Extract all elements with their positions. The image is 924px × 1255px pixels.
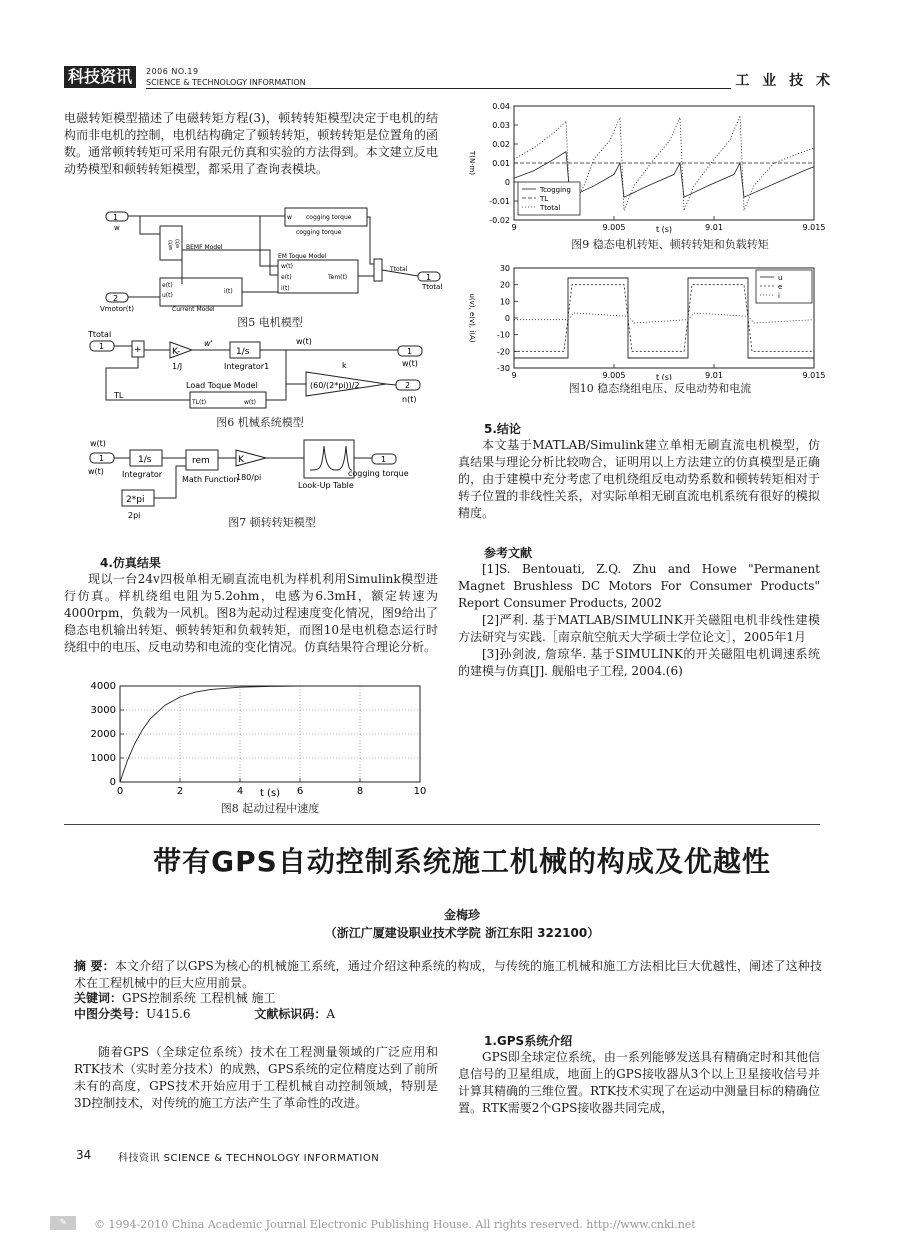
legend-box (756, 270, 812, 303)
y-tick-label: 0 (504, 314, 510, 323)
fig8-caption: 图8 起动过程中速度 (220, 802, 320, 815)
fig6-out1-label: w(t) (402, 359, 418, 368)
legend-entry: e (778, 283, 783, 291)
fig6-out1-num: 1 (407, 347, 413, 356)
x-tick-label: 2 (176, 786, 184, 797)
figure-10-chart (462, 260, 838, 380)
cnki-logo-icon: ✎ (50, 1216, 76, 1230)
reference-item: [3]孙剑波, 詹琼华. 基于SIMULINK的开关磁阻电机调速系统的建模与仿真[J]. 舰船电子工程, 2004.(6) (458, 647, 820, 678)
fig5-bemf-e: e(t) (175, 239, 181, 248)
fig7-out1-label: cogging torque (348, 469, 409, 478)
fig6-integ-glyph: 1/s (236, 347, 250, 357)
fig6-k-label: k (342, 361, 347, 370)
y-tick-label: 30 (499, 264, 510, 273)
y-axis-label: u(v), e(v), i(A) (468, 293, 476, 343)
fig5-em-out: Tem(t) (328, 274, 348, 281)
y-tick-label: 1000 (90, 753, 116, 764)
fig5-in1-label: w (114, 224, 120, 232)
section-label: 工 业 技 术 (731, 70, 834, 90)
fig5-cogging-w: w (287, 214, 292, 221)
fig5-cur-u: u(t) (162, 292, 173, 299)
fig6-gain1-label: 1/J (172, 362, 183, 371)
x-axis-label: t (s) (655, 373, 673, 380)
x-tick-label: 9.005 (602, 223, 626, 232)
fig7-math-label: Math Function (182, 475, 239, 484)
article-affiliation: （浙江广厦建设职业技术学院 浙江东阳 322100） (324, 926, 600, 940)
article-body-left: 随着GPS（全球定位系统）技术在工程测量领域的广泛应用和RTK技术（实时差分技术）的成熟，GPS系统的定位精度达到了前所未有的高度，GPS技术开始应用于工程机械自动控制领域，特别是3D控制技术，对传统的施工方法产生了革命性的改进。 (74, 1045, 438, 1110)
fig5-in2-label: Vmotor(t) (100, 305, 135, 312)
fig7-gain-glyph: K (238, 455, 244, 465)
fig5-sum-block (374, 259, 382, 281)
fig6-gain1-glyph: K- (172, 347, 181, 357)
references-title: 参考文献 (484, 546, 533, 560)
fig6-out2-num: 2 (405, 381, 411, 390)
fig5-bemf-label: BEMF Model (186, 244, 223, 251)
article-title: 带有GPS自动控制系统施工机械的构成及优越性 (153, 845, 771, 878)
fig5-in1-num: 1 (113, 213, 119, 222)
fig5-caption: 图5 电机模型 (237, 316, 303, 329)
x-axis-label: t (s) (655, 225, 673, 234)
fig7-in1-num: 1 (99, 454, 105, 463)
fig7-lookup-label: Look-Up Table (298, 481, 354, 490)
x-tick-label: 0 (116, 786, 124, 797)
fig7-const-label: 2pi (128, 511, 141, 520)
abstract-block (74, 958, 822, 992)
fig7-in1-top: w(t) (90, 439, 106, 448)
y-tick-label: 2000 (90, 729, 116, 740)
copyright-line: © 1994-2010 China Academic Journal Electronic Publishing House. All rights reserved. http://www.cnki.net (94, 1218, 696, 1231)
section-5-title: 5.结论 (484, 422, 521, 436)
x-tick-label: 9.015 (802, 223, 826, 232)
legend-entry: TL (540, 195, 549, 203)
x-tick-label: 4 (236, 786, 244, 797)
legend-entry: i (778, 292, 780, 300)
article-divider (64, 824, 820, 825)
article-body-right: GPS即全球定位系统，由一系列能够发送具有精确定时和其他信息信号的卫星组成，地面上的GPS接收器从3个以上卫星接收信号并计算其精确的三维位置。RTK技术实现了在运动中测量目标的精确位置。RTK需要2个GPS接收器共同完成， (458, 1050, 820, 1115)
x-tick-label: 9.01 (705, 223, 723, 232)
x-axis-label: t (s) (259, 788, 281, 799)
x-tick-label: 9.015 (802, 371, 826, 380)
y-tick-label: -0.01 (489, 197, 510, 206)
y-tick-label: 0.01 (492, 159, 510, 168)
issue-number: 2006 NO.19 (146, 67, 199, 76)
fig6-load-tl: TL(t) (192, 399, 207, 406)
section-4-title: 4.仿真结果 (100, 556, 161, 570)
figure-6-mechanical-model (86, 328, 438, 412)
fig6-load-title: Load Toque Model (186, 381, 258, 390)
y-tick-label: -20 (496, 347, 510, 357)
abstract-text: 本文介绍了以GPS为核心的机械施工系统，通过介绍这种系统的构成，与传统的施工机械和施工方法相比巨大优越性，阐述了这种技术在工程机械中的巨大应用前景。 (74, 959, 822, 990)
fig7-gain-label: 180/pi (236, 473, 262, 482)
y-tick-label: 0.04 (492, 102, 510, 111)
section-4-text: 现以一台24v四极单相无刷直流电机为样机利用Simulink模型进行仿真。样机绕组电阻为5.2ohm，电感为6.3mH，额定转速为4000rpm，负载为一风机。图8为起动过程速度变化情况，图9给出了稳态电机输出转矩、顿转转矩和负载转矩，而图10是电机稳态运行时绕组中的电压、反电动势和电流的变化情况。仿真结果符合理论分析。 (64, 572, 438, 654)
clc-label: 中图分类号： (74, 1007, 147, 1021)
fig7-caption: 图7 顿转转矩模型 (228, 516, 316, 529)
article-section-1-title: 1.GPS系统介绍 (484, 1034, 573, 1048)
figure-9-chart (462, 98, 838, 236)
fig5-cogging-label: cogging torque (296, 229, 342, 236)
fig5-cur-e: e(t) (162, 282, 173, 289)
fig5-in2-num: 2 (113, 294, 119, 303)
fig6-integ-label: Integrator1 (224, 362, 270, 371)
fig6-load-w: w(t) (244, 399, 256, 406)
keywords-text: GPS控制系统 工程机械 施工 (122, 991, 276, 1005)
intro-paragraph: 电磁转矩模型描述了电磁转矩方程(3)，顿转转矩模型决定于电机的结构而非电机的控制，电机结构确定了顿转转矩，顿转转矩是位置角的函数。通常顿转转矩可采用有限元仿真和实验的方法得到。本文建立反电动势模型和顿转转矩模型，都采用了查询表模块。 (64, 111, 438, 176)
x-tick-label: 9 (511, 223, 517, 232)
series-line-i (514, 313, 814, 323)
section-5-text: 本文基于MATLAB/Simulink建立单相无刷直流电机模型，仿真结果与理论分析比较吻合，证明用以上方法建立的仿真模型是正确的，由于建模中充分考虑了电机绕组反电动势系数和顿转转矩相对于转子位置的非线性关系，对实际单相无刷直流电机系统有很好的模拟精度。 (458, 438, 820, 520)
article-author: 金梅珍 (443, 908, 480, 922)
y-tick-label: -30 (496, 364, 510, 373)
reference-item: [2]严利. 基于MATLAB/SIMULINK开关磁阻电机非线性建模方法研究与实践.［南京航空航天大学硕士学位论文］，2005年1月 (458, 613, 820, 644)
x-tick-label: 9.005 (602, 371, 626, 380)
keywords-line (74, 990, 822, 1007)
x-tick-label: 6 (296, 786, 304, 797)
fig5-bemf-w: w(t) (168, 240, 174, 250)
fig9-caption: 图9 稳态电机转矩、顿转转矩和负载转矩 (571, 238, 769, 251)
fig7-out1-num: 1 (381, 455, 387, 464)
x-tick-label: 10 (413, 786, 427, 797)
fig5-out1-num: 1 (426, 273, 432, 282)
y-tick-label: 0 (504, 178, 510, 187)
y-tick-label: 0.03 (492, 121, 510, 130)
y-tick-label: 0 (109, 777, 116, 788)
fig5-em-i: i(t) (281, 285, 290, 292)
x-tick-label: 8 (356, 786, 364, 797)
fig5-em-e: e(t) (281, 274, 292, 281)
figure-5-motor-model (100, 204, 445, 312)
doc-label: 文献标识码： (254, 1007, 327, 1021)
fig5-out1-label: Ttotal (422, 283, 443, 291)
fig6-sum-sign: + (134, 345, 142, 355)
fig6-w-prime: w' (204, 339, 213, 348)
fig7-rem-glyph: rem (192, 456, 210, 466)
page-number: 34 (76, 1148, 92, 1162)
legend-entry: Tcogging (540, 186, 571, 194)
fig5-cur-title: Current Model (172, 306, 215, 312)
fig10-caption: 图10 稳态绕组电压、反电动势和电流 (568, 382, 752, 395)
fig7-integ-glyph: 1/s (138, 455, 152, 465)
y-tick-label: 3000 (90, 705, 116, 716)
journal-name-en: SCIENCE & TECHNOLOGY INFORMATION (146, 78, 306, 87)
fig7-const-glyph: 2*pi (126, 495, 145, 505)
keywords-label: 关键词： (74, 991, 123, 1005)
references-list (458, 561, 820, 680)
y-tick-label: -0.02 (489, 216, 510, 225)
figure-7-cogging-model (86, 436, 436, 526)
fig6-in1-num: 1 (99, 342, 105, 351)
classification-line (74, 1006, 822, 1023)
fig6-gain2-label: (60/(2*pi))/2 (310, 381, 360, 390)
fig5-em-w: w(t) (281, 263, 293, 270)
legend-entry: u (778, 274, 783, 282)
fig7-in1-label: w(t) (88, 467, 104, 476)
fig6-in1-label: Ttotal (88, 330, 112, 339)
y-tick-label: 0.02 (492, 140, 510, 149)
fig6-tl-label: TL (114, 391, 124, 400)
y-tick-label: 4000 (90, 681, 116, 692)
reference-item: [1]S. Bentouati, Z.Q. Zhu and Howe "Permanent Magnet Brushless DC Motors For Consumer Products" Report Consumer Products, 2002 (458, 562, 820, 610)
abstract-label: 摘 要： (74, 959, 115, 973)
figure-8-chart (80, 680, 440, 800)
fig7-integ-label: Integrator (122, 470, 163, 479)
fig7-lookup (304, 440, 354, 478)
fig6-caption: 图6 机械系统模型 (216, 416, 304, 429)
clc-value: U415.6 (146, 1007, 191, 1021)
header (64, 66, 834, 92)
y-tick-label: 10 (499, 297, 510, 307)
doc-value: A (326, 1007, 335, 1021)
fig6-out2-label: n(t) (402, 395, 417, 404)
fig5-em-title: EM Toque Model (278, 253, 327, 260)
journal-logo: 科技资讯 (64, 66, 136, 88)
x-tick-label: 9.01 (705, 371, 723, 380)
y-tick-label: -10 (496, 330, 510, 340)
y-axis-label: T(N·m) (468, 150, 476, 176)
footer-journal: 科技资讯 SCIENCE & TECHNOLOGY INFORMATION (118, 1153, 380, 1164)
legend-entry: Ttotal (540, 204, 561, 212)
fig6-wt-label: w(t) (296, 337, 312, 346)
y-tick-label: 20 (499, 280, 510, 290)
fig5-cogging-in: cogging torque (306, 214, 352, 221)
fig7-lookup-curve (310, 446, 352, 470)
fig5-cur-i: i(t) (224, 288, 233, 295)
fig5-ttotal: Ttotal (390, 266, 408, 273)
x-tick-label: 9 (511, 371, 517, 380)
